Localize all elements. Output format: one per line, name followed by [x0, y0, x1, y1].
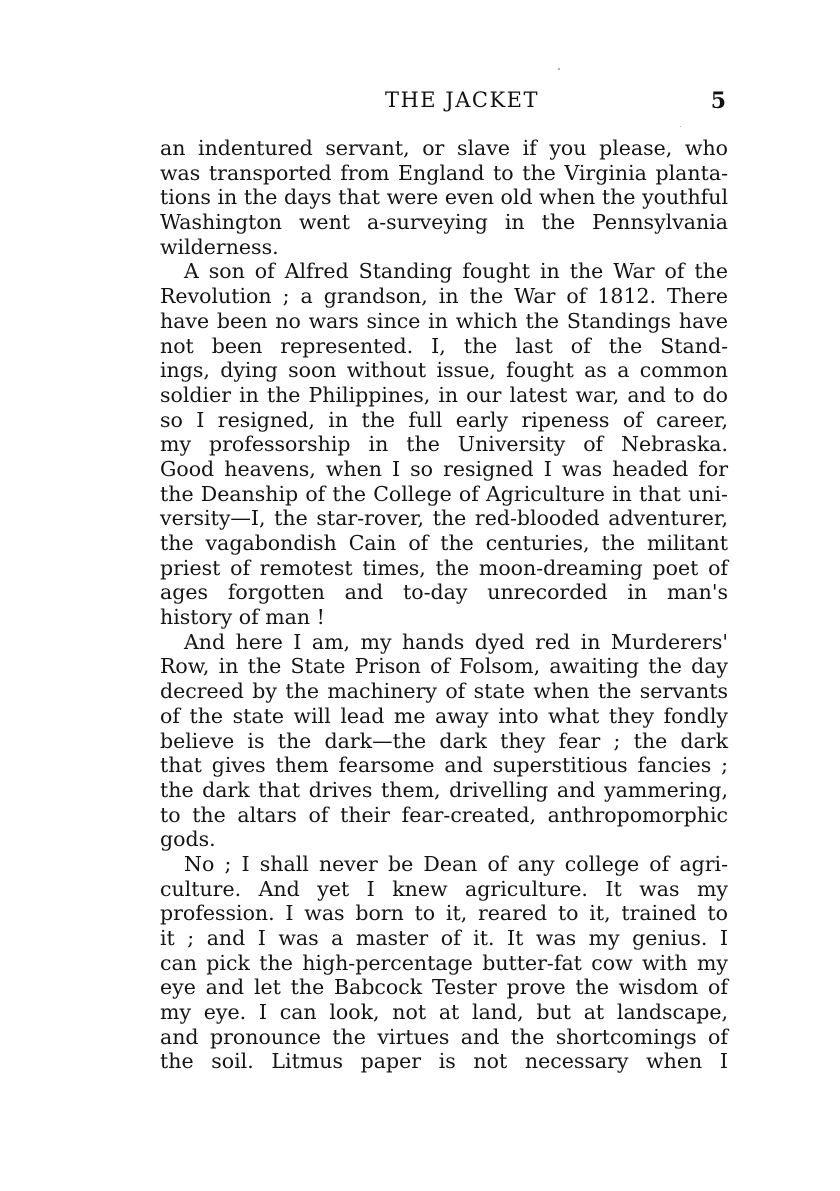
text-line: Row, in the State Prison of Folsom, awaiting the day: [160, 654, 728, 679]
text-line: my eye. I can look, not at land, but at landscape,: [160, 1000, 728, 1025]
text-line: was transported from England to the Virginia planta-: [160, 160, 728, 185]
text-line: priest of remotest times, the moon-dreaming poet of: [160, 555, 728, 580]
text-line: decreed by the machinery of state when the servants: [160, 679, 728, 704]
scan-speck: [558, 68, 560, 70]
text-line: Good heavens, when I so resigned I was headed for: [160, 456, 728, 481]
text-line: the soil. Litmus paper is not necessary when I: [160, 1049, 728, 1074]
text-line: the vagabondish Cain of the centuries, the militant: [160, 531, 728, 555]
body-text: [160, 136, 728, 1074]
page-header: [160, 88, 728, 124]
text-line: gods.: [160, 827, 216, 852]
text-line: an indentured servant, or slave if you please, who: [160, 136, 728, 160]
paragraph: [160, 259, 728, 629]
page-number: 5: [710, 88, 726, 114]
text-line: wilderness.: [160, 234, 279, 259]
text-line: can pick the high-percentage butter-fat cow with my: [160, 950, 728, 975]
text-line: eye and let the Babcock Tester prove the wisdom of: [160, 975, 728, 1000]
text-line: it ; and I was a master of it. It was my genius. I: [160, 926, 728, 950]
scan-speck: [680, 126, 681, 127]
text-line: to the altars of their fear-created, anthropomorphic: [160, 802, 728, 827]
text-line: tions in the days that were even old when the youthful: [160, 185, 728, 210]
text-line: have been no wars since in which the Standings have: [160, 308, 728, 333]
text-line: so I resigned, in the full early ripeness of career,: [160, 407, 728, 432]
running-title: THE JACKET: [384, 88, 539, 112]
text-line: that gives them fearsome and superstitious fancies ;: [160, 753, 728, 778]
text-line: versity—I, the star-rover, the red-blooded adventurer,: [160, 506, 728, 531]
text-line: A son of Alfred Standing fought in the War of the: [184, 259, 728, 284]
text-line: of the state will lead me away into what they fondly: [160, 703, 728, 728]
text-line: ings, dying soon without issue, fought as a common: [160, 358, 728, 383]
text-line: believe is the dark—the dark they fear ; the dark: [160, 728, 728, 753]
text-line: ages forgotten and to-day unrecorded in man's: [160, 580, 728, 605]
text-line: Washington went a-surveying in the Pennsylvania: [160, 210, 728, 235]
text-line: and pronounce the virtues and the shortcomings of: [160, 1024, 728, 1049]
text-line: the dark that drives them, drivelling and yammering,: [160, 777, 728, 802]
text-line: history of man !: [160, 605, 325, 630]
text-line: the Deanship of the College of Agriculture in that uni-: [160, 481, 728, 506]
paragraph: [160, 852, 728, 1074]
text-line: And here I am, my hands dyed red in Murderers': [184, 629, 728, 654]
text-line: my professorship in the University of Nebraska.: [160, 432, 728, 457]
text-line: profession. I was born to it, reared to it, trained to: [160, 901, 728, 926]
paragraph: [160, 136, 728, 259]
paragraph: [160, 630, 728, 852]
text-line: not been represented. I, the last of the Stand-: [160, 333, 728, 358]
text-line: culture. And yet I knew agriculture. It was my: [160, 876, 728, 901]
text-line: Revolution ; a grandson, in the War of 1812. There: [160, 284, 728, 309]
text-line: soldier in the Philippines, in our latest war, and to do: [160, 382, 728, 407]
text-line: No ; I shall never be Dean of any college of agri-: [184, 851, 728, 876]
